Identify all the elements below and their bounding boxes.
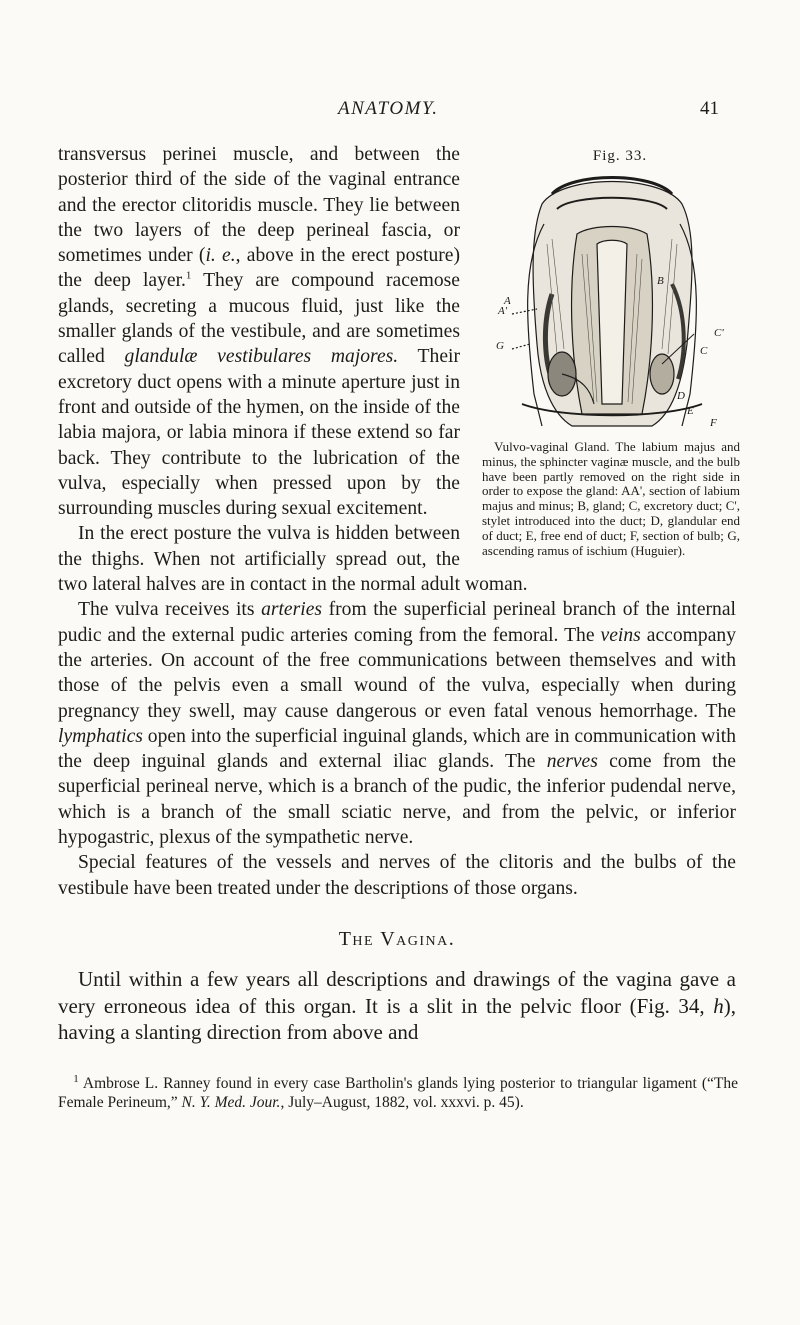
art-label-e: E [687, 405, 694, 417]
caption-text: The labium majus and minus, the sphincter vaginæ muscle, and the bulb have been partly removed on the right side in order to expose the gland: [482, 439, 740, 499]
text-run: Their excretory duct opens with a minute aperture just in front and outside of the hymen, on the inside of the labia majora, or labia minora if these extend so far back. They contribute to the lubrication of the vulva, especially when pressed upon by the surrounding muscles during sexual excitement. [58, 346, 460, 520]
figure-caption [482, 440, 740, 558]
text-italic: N. Y. Med. Jour. [181, 1094, 281, 1112]
running-title: ANATOMY. [338, 98, 439, 119]
text-run: from the superficial perineal branch of the internal pudic and the external pudic arteries coming from the femoral. The [58, 599, 736, 646]
art-label-f: F [710, 417, 717, 429]
art-label-a-prime: A' [498, 305, 508, 317]
text-italic: glandulæ vestibulares majores. [124, 346, 399, 368]
text-run: The vulva receives its [78, 599, 262, 621]
art-label-b: B [657, 275, 664, 287]
main-text [58, 142, 740, 1046]
text-italic: lymphatics [58, 725, 143, 747]
art-label-c: C [700, 345, 708, 357]
text-run: , above in the erect posture) the deep layer. [58, 245, 460, 292]
footnote [58, 1070, 738, 1112]
vulvo-vaginal-gland-illustration [482, 164, 740, 432]
text-run: ), having a slanting direction from above and [58, 993, 736, 1045]
paragraph-vagina [58, 966, 736, 1046]
text-run: come from the superficial perineal nerve, which is a branch of the pudic, the inferior pudendal nerve, which is a branch of the small sciatic nerve, and from the pelvic, or inferior hypogastric, plexus of the sympathetic nerve. [58, 751, 737, 849]
caption-legend: AA', section of labium majus and minus; B, gland; C, excretory duct; C', stylet introduced into the duct; D, glandular end of duct; E, free end of duct; F, section of bulb; G, ascending ramus of ischium (Huguier). [482, 483, 740, 558]
text-run: They are compound racemose glands, secreting a mucous fluid, just like the smaller glands of the vestibule, and are sometimes called [58, 270, 460, 368]
text-run: transversus perinei muscle, and between the posterior third of the side of the vaginal entrance and the erector clitoridis muscle. They lie between the two layers of the deep perineal fascia, or sometimes under ( [58, 144, 460, 267]
text-italic: veins [600, 624, 641, 646]
text-run: accompany the arteries. On account of the free communications between themselves and with those of the pelvis even a small wound of the vulva, especially when during pregnancy they swell, may cause dangerous or even fatal venous hemorrhage. The [58, 624, 736, 722]
figure-33 [482, 144, 740, 558]
section-heading: The Vagina. [338, 927, 456, 950]
text-run: Ambrose L. Ranney found in every case Bartholin's glands lying posterior to triangular ligament (“The Female Perineum,” [58, 1075, 739, 1112]
art-label-g: G [496, 340, 504, 352]
art-label-a: A [504, 295, 511, 307]
text-italic: h [713, 993, 724, 1018]
text-italic: nerves [546, 751, 598, 773]
footnote-reference: 1 [185, 269, 192, 282]
art-label-c-prime: C' [714, 327, 724, 339]
text-italic: arteries [261, 599, 323, 621]
footnote-mark: 1 [73, 1073, 79, 1085]
caption-title: Vulvo-vaginal Gland. [494, 439, 610, 454]
text-italic: i. e. [205, 245, 236, 267]
text-run: open into the superficial inguinal glands, which are in communication with the deep inguinal glands and external iliac glands. The [58, 725, 737, 773]
text-run: , July–August, 1882, vol. xxxvi. p. 45). [280, 1094, 524, 1112]
paragraph-erect-posture: In the erect posture the vulva is hidden between the thighs. When not artificially spread out, the two lateral halves are in contact in the normal adult woman. [58, 523, 528, 596]
art-label-d: D [677, 390, 685, 402]
text-run: Until within a few years all descriptions and drawings of the vagina gave a very erroneous idea of this organ. It is a slit in the pelvic floor (Fig. 34, [58, 967, 736, 1018]
paragraph-vessels-nerves [58, 597, 736, 850]
page-number: 41 [700, 98, 719, 119]
figure-label: Fig. 33. [592, 148, 648, 164]
page-header [0, 98, 800, 126]
paragraph-special-features: Special features of the vessels and nerves of the clitoris and the bulbs of the vestibule have been treated under the descriptions of those organs. [58, 852, 736, 899]
